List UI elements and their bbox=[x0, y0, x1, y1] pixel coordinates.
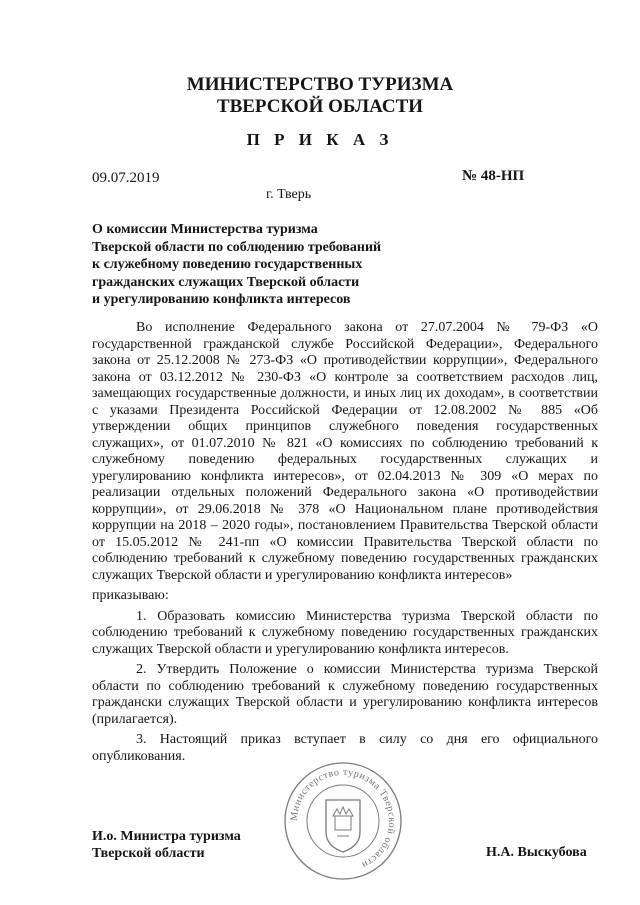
subject-line: к служебному поведению государственных bbox=[92, 257, 363, 272]
svg-text:Министерство туризма Тверской bbox=[289, 767, 397, 871]
order-number: № 48-НП bbox=[462, 168, 525, 184]
preamble-paragraph: Во исполнение Федерального закона от 27.07.2004 № 79-ФЗ «О государственной гражданской службе Российской Федерации», Федерального закона от 25.12.2008 № 273-ФЗ «О противодействии коррупции», Федерального закона от 03.12.2012 № 230-ФЗ «О контроле за соответствием расходов лиц, замещающих государственные должности, и иных лиц их доходам», в соответствии с указами Президента Российской Федерации от 12.08.2002 № 885 «Об утверждении общих принципов служебного поведения государственных служащих», от 01.07.2010 № 821 «О комиссиях по соблюдению требований к служебному поведению федеральных государственных служащих и урегулированию конфликта интересов», от 02.04.2013 № 309 «О мерах по реализации отдельных положений Федерального закона «О противодействии коррупции», от 29.06.2018 № 378 «О Национальном плане противодействия коррупции на 2018 – 2020 годы», постановлением Правительства Тверской области от 15.05.2012 № 241-пп «О комиссии Правительства Тверской области по соблюдению требований к служебному поведению государственных гражданских служащих Тверской области и урегулированию конфликта интересов» bbox=[92, 320, 598, 583]
order-subject bbox=[92, 221, 381, 309]
signatory-name: Н.А. Выскубова bbox=[486, 845, 587, 860]
city: г. Тверь bbox=[266, 187, 312, 202]
order-item: 3. Настоящий приказ вступает в силу со дня его официального опубликования. bbox=[92, 732, 598, 764]
stamp-text: Министерство туризма Тверской области bbox=[288, 766, 398, 871]
ministry-line-2: ТВЕРСКОЙ ОБЛАСТИ bbox=[216, 96, 424, 117]
order-item: 1. Образовать комиссию Министерства туризма Тверской области по соблюдению требований к служебному поведению государственных гражданских служащих Тверской области и урегулированию конфликта интересов. bbox=[92, 608, 598, 657]
order-word: приказываю: bbox=[92, 588, 169, 603]
stamp-outer-ring bbox=[285, 763, 401, 879]
subject-line: Тверской области по соблюдению требований bbox=[92, 239, 382, 255]
ministry-name bbox=[0, 74, 640, 118]
order-date: 09.07.2019 bbox=[92, 170, 160, 186]
subject-line: гражданских служащих Тверской области bbox=[92, 274, 360, 290]
signatory-title bbox=[92, 828, 241, 862]
order-item: 2. Утвердить Положение о комиссии Министерства туризма Тверской области по соблюдению требований к служебному поведению государственных гражданcки служащих Тверской области и урегулированию конфликта интересов (прилагается). bbox=[92, 662, 598, 727]
order-body bbox=[92, 320, 598, 769]
document-type: П Р И К А З bbox=[246, 130, 394, 149]
coat-of-arms-icon bbox=[326, 800, 360, 852]
signatory-title-line-2: Тверской области bbox=[92, 846, 205, 861]
official-stamp bbox=[282, 760, 404, 882]
stamp-inner-ring bbox=[307, 785, 379, 857]
signatory-title-line-1: И.о. Министра туризма bbox=[92, 829, 241, 844]
subject-line: и урегулированию конфликта интересов bbox=[92, 292, 351, 307]
subject-line: О комиссии Министерства туризма bbox=[92, 222, 318, 237]
ministry-line-1: МИНИСТЕРСТВО ТУРИЗМА bbox=[186, 74, 454, 95]
